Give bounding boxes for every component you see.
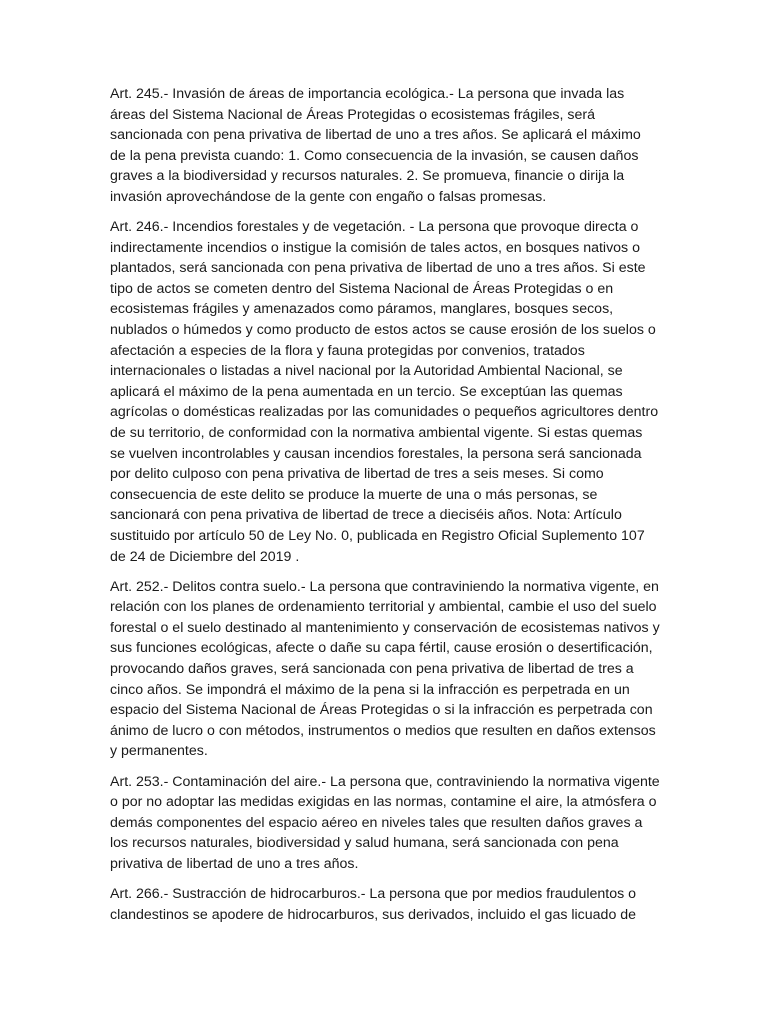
article-252: Art. 252.- Delitos contra suelo.- La persona que contraviniendo la normativa vigente, en relación con los planes de ordenamiento territorial y ambiental, cambie el uso del suelo forestal o el suelo destinado al mantenimiento y conservación de ecosistemas nativos y sus funciones ecológicas, afecte o dañe su capa fértil, cause erosión o desertificación, provocando daños graves, será sancionada con pena privativa de libertad de tres a cinco años. Se impondrá el máximo de la pena si la infracción es perpetrada en un espacio del Sistema Nacional de Áreas Protegidas o si la infracción es perpetrada con ánimo de lucro o con métodos, instrumentos o medios que resulten en daños extensos y permanentes. (110, 578, 660, 760)
article-253: Art. 253.- Contaminación del aire.- La persona que, contraviniendo la normativa vigente o por no adoptar las medidas exigidas en las normas, contamine el aire, la atmósfera o demás componentes del espacio aéreo en niveles tales que resulten daños graves a los recursos naturales, biodiversidad y salud humana, será sancionada con pena privativa de libertad de uno a tres años. (110, 773, 660, 872)
page-bottom-margin (0, 946, 768, 1024)
article-246: Art. 246.- Incendios forestales y de vegetación. - La persona que provoque directa o indirectamente incendios o instigue la comisión de tales actos, en bosques nativos o plantados, será sancionada con pena privativa de libertad de uno a tres años. Si este tipo de actos se cometen dentro del Sistema Nacional de Áreas Protegidas o en ecosistemas frágiles y amenazados como páramos, manglares, bosques secos, nublados o húmedos y como producto de estos actos se cause erosión de los suelos o afectación a especies de la flora y fauna protegidas por convenios, tratados internacionales o listadas a nivel nacional por la Autoridad Ambiental Nacional, se aplicará el máximo de la pena aumentada en un tercio. Se exceptúan las quemas agrícolas o domésticas realizadas por las comunidades o pequeños agricultores dentro de su territorio, de conformidad con la normativa ambiental vigente. Si estas quemas se vuelven incontrolables y causan incendios forestales, la persona será sancionada por delito culposo con pena privativa de libertad de tres a seis meses. Si como consecuencia de este delito se produce la muerte de una o más personas, se sancionará con pena privativa de libertad de trece a dieciséis años. Nota: Artículo sustituido por artículo 50 de Ley No. 0, publicada en Registro Oficial Suplemento 107 de 24 de Diciembre del 2019 . (110, 219, 659, 565)
article-266: Art. 266.- Sustracción de hidrocarburos.- La persona que por medios fraudulentos o clandestinos se apodere de hidrocarburos, sus derivados, incluido el gas licuado de (110, 885, 637, 923)
article-245: Art. 245.- Invasión de áreas de importancia ecológica.- La persona que invada las áreas del Sistema Nacional de Áreas Protegidas o ecosistemas frágiles, será sancionada con pena privativa de libertad de uno a tres años. Se aplicará el máximo de la pena prevista cuando: 1. Como consecuencia de la invasión, se causen daños graves a la biodiversidad y recursos naturales. 2. Se promueva, financie o dirija la invasión aprovechándose de la gente con engaño o falsas promesas. (110, 86, 641, 205)
document-page (110, 84, 660, 935)
